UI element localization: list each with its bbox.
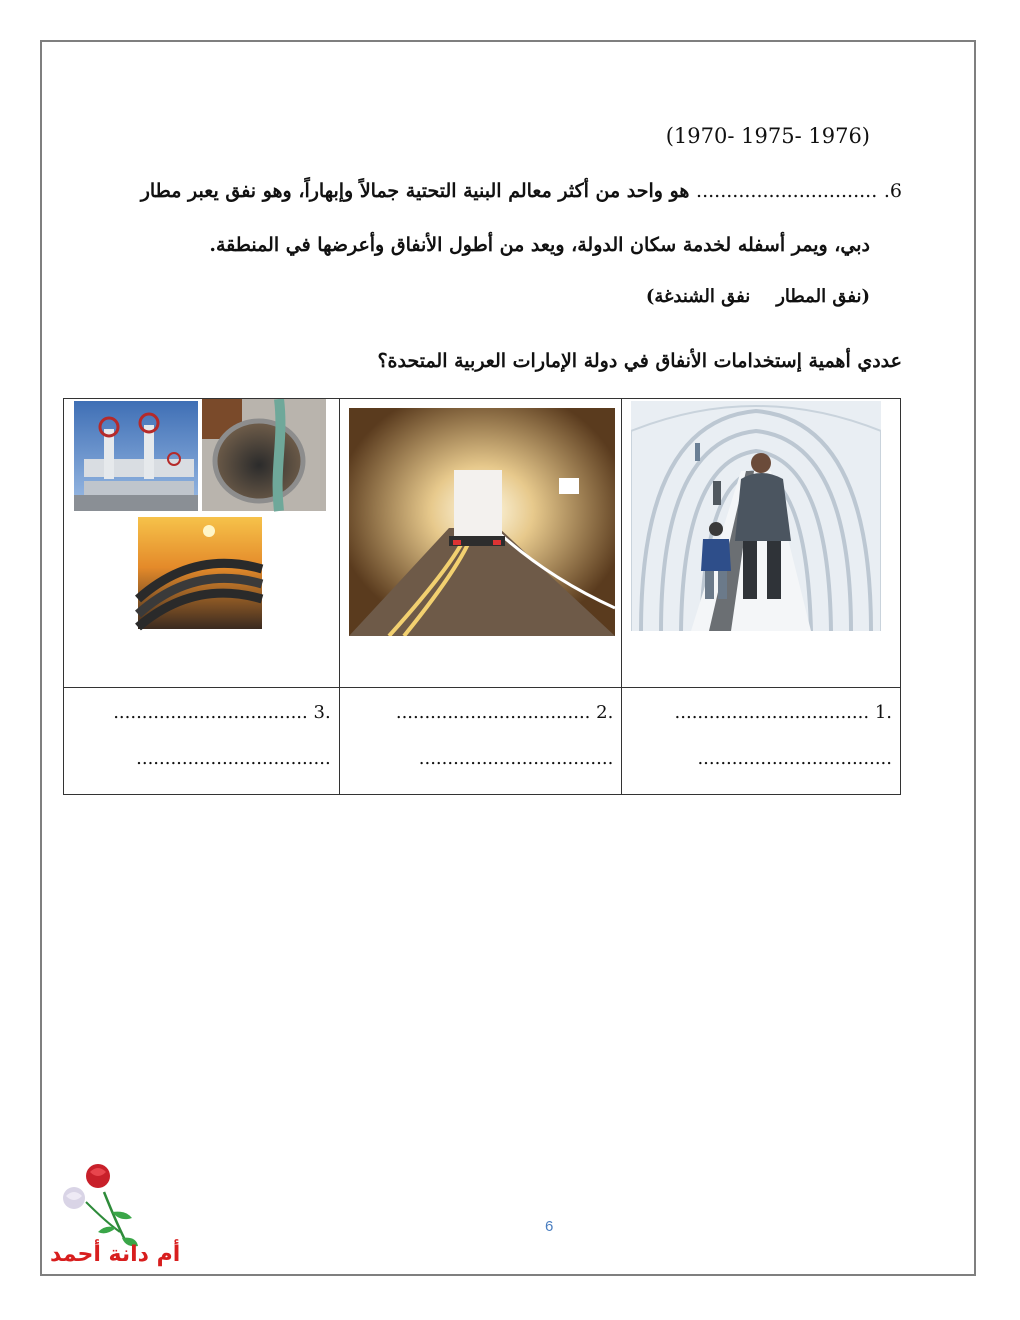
answer-line-3a[interactable]: .................................. [113, 702, 308, 723]
logo-text: أم دانة أحمد [50, 1242, 181, 1267]
instruction-text: عددي أهمية إستخدامات الأنفاق في دولة الإمارات العربية المتحدة؟ [377, 350, 902, 372]
question-6-choices [646, 286, 870, 307]
answers-table [63, 398, 901, 795]
question-6-line-2: دبي، ويمر أسفله لخدمة سكان الدولة، ويعد من أطول الأنفاق وأعرضها في المنطقة. [209, 234, 870, 256]
answer-blank: .............................. [696, 180, 878, 202]
answer-line-1a[interactable]: .................................. [674, 702, 870, 723]
choice-shindagha-tunnel: نفق الشندغة [654, 286, 751, 307]
cell-image-2 [339, 399, 622, 688]
question-number: 6. [883, 180, 902, 202]
page-number: 6 [545, 1218, 554, 1235]
cell-image-3 [64, 399, 340, 688]
pedestrian-tunnel-photo [631, 401, 881, 631]
cell-image-1 [622, 399, 901, 688]
question-6-line-1 [141, 180, 902, 202]
answer-line-3b[interactable]: .................................. [136, 748, 331, 769]
answer-line-2b[interactable]: .................................. [418, 748, 614, 769]
choice-close: ) [645, 286, 655, 307]
answer-cell-3 [64, 688, 340, 795]
question-text-line-1: هو واحد من أكثر معالم البنية التحتية جمالاً وإبهاراً، وهو نفق يعبر مطار [140, 180, 690, 202]
utility-pipes-photos [74, 399, 340, 631]
road-tunnel-truck-photo [349, 408, 615, 636]
choice-open: ( [861, 286, 870, 307]
years-choices: (1970- 1975- 1976) [665, 124, 870, 148]
answer-line-1b[interactable]: .................................. [697, 748, 892, 769]
answer-cell-1 [622, 688, 901, 795]
answer-number-3: .3 [313, 702, 331, 723]
answer-number-1: .1 [874, 702, 892, 723]
choice-airport-tunnel: نفق المطار [776, 286, 862, 307]
answer-line-2a[interactable]: .................................. [395, 702, 591, 723]
answer-cell-2 [339, 688, 622, 795]
answer-number-2: .2 [596, 702, 614, 723]
